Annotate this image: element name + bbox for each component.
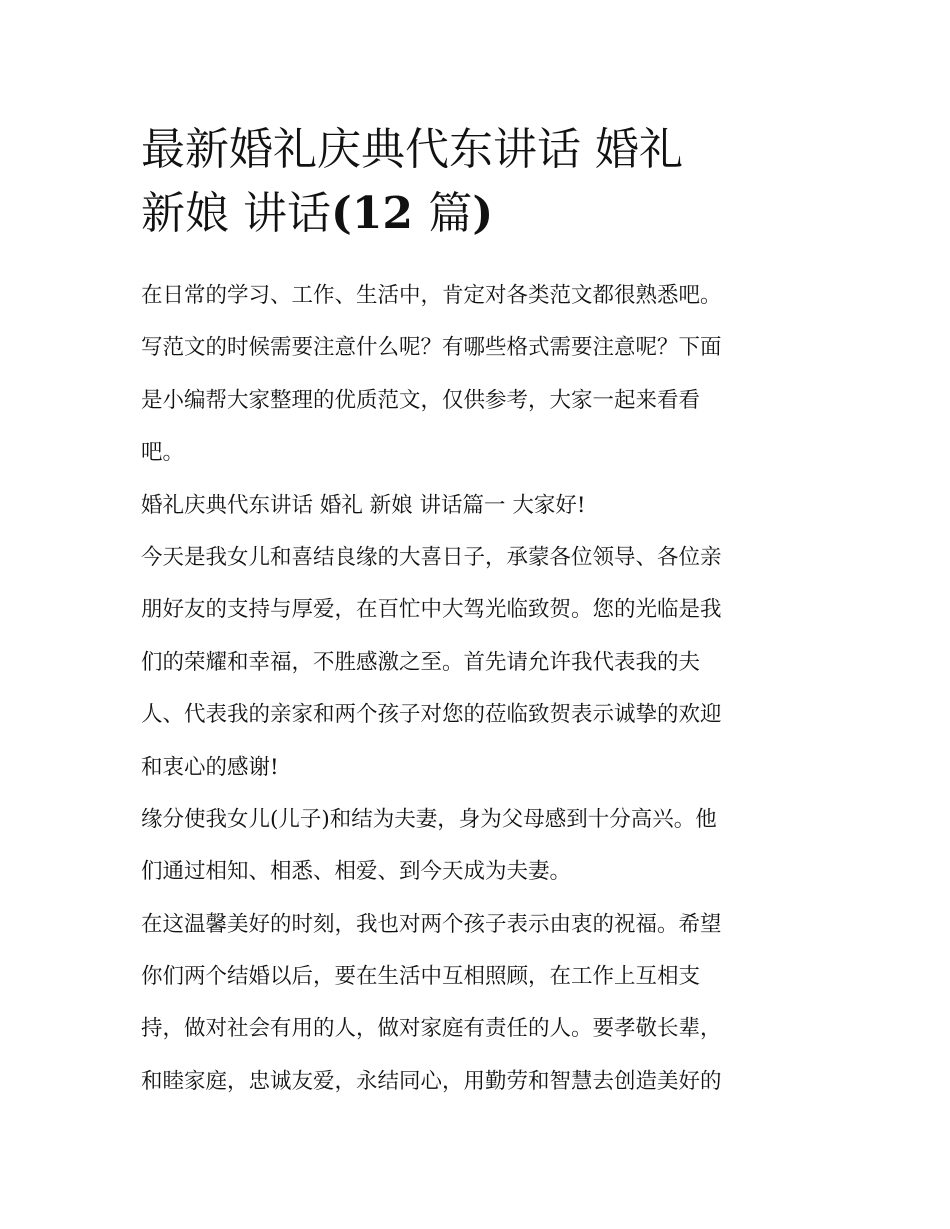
body-line: 缘分使我女儿(儿子)和结为夫妻，身为父母感到十分高兴。他 — [141, 806, 717, 832]
body-line: 持，做对社会有用的人，做对家庭有责任的人。要孝敬长辈， — [141, 1016, 722, 1042]
title-line-2-unit: 篇 — [428, 188, 473, 239]
title-line-2-close: ) — [472, 188, 494, 239]
document-body — [141, 270, 831, 1108]
body-line: 你们两个结婚以后，要在生活中互相照顾，在工作上互相支 — [141, 964, 701, 990]
body-line: 和衷心的感谢! — [141, 754, 279, 780]
section-heading-line: 婚礼庆典代东讲话 婚礼 新娘 讲话篇一 大家好! — [141, 492, 586, 518]
document-title — [141, 118, 821, 246]
title-line-2-count: (12 — [331, 188, 429, 239]
body-line: 在这温馨美好的时刻，我也对两个孩子表示由衷的祝福。希望 — [141, 911, 722, 937]
body-line: 朋好友的支持与厚爱，在百忙中大驾光临致贺。您的光临是我 — [141, 597, 722, 623]
title-line-1: 最新婚礼庆典代东讲话 婚礼 — [141, 124, 683, 175]
body-line: 和睦家庭，忠诚友爱，永结同心，用勤劳和智慧去创造美好的 — [141, 1068, 722, 1094]
body-line: 吧。 — [141, 440, 185, 466]
body-line: 是小编帮大家整理的优质范文，仅供参考，大家一起来看看 — [141, 387, 701, 413]
body-line: 们通过相知、相悉、相爱、到今天成为夫妻。 — [141, 859, 572, 885]
title-line-2 — [141, 182, 821, 246]
body-line: 今天是我女儿和喜结良缘的大喜日子，承蒙各位领导、各位亲 — [141, 544, 722, 570]
body-line: 在日常的学习、工作、生活中，肯定对各类范文都很熟悉吧。 — [141, 283, 722, 308]
body-line: 们的荣耀和幸福，不胜感激之至。首先请允许我代表我的夫 — [141, 649, 701, 675]
body-line: 人、代表我的亲家和两个孩子对您的莅临致贺表示诚挚的欢迎 — [141, 702, 722, 728]
body-line: 写范文的时候需要注意什么呢？有哪些格式需要注意呢？下面 — [141, 335, 722, 361]
title-line-2-prefix: 新娘 讲话 — [141, 188, 331, 239]
